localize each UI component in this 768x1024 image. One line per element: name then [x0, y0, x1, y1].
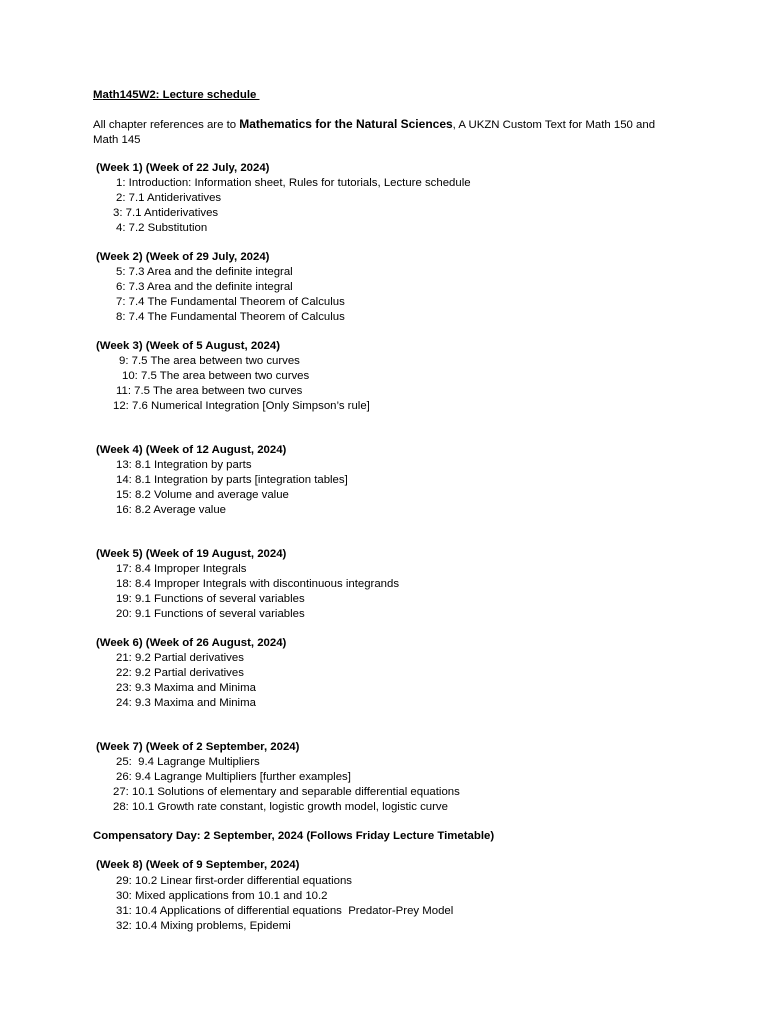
lecture-24: 24: 9.3 Maxima and Minima: [116, 697, 256, 709]
week-5-heading: (Week 5) (Week of 19 August, 2024): [96, 548, 287, 560]
intro-prefix: All chapter references are to: [93, 119, 240, 131]
lecture-5: 5: 7.3 Area and the definite integral: [116, 266, 293, 278]
page-title: Math145W2: Lecture schedule: [93, 89, 260, 101]
lecture-2: 2: 7.1 Antiderivatives: [116, 192, 222, 204]
week-6-heading: (Week 6) (Week of 26 August, 2024): [96, 637, 287, 649]
lecture-3: 3: 7.1 Antiderivatives: [113, 207, 219, 219]
week-3-heading: (Week 3) (Week of 5 August, 2024): [96, 340, 280, 352]
lecture-13: 13: 8.1 Integration by parts: [116, 459, 252, 471]
intro-paragraph: [93, 117, 673, 148]
intro-suffix: , A UKZN Custom Text for Math 150 and Math 145: [93, 119, 656, 146]
intro-book-title: Mathematics for the Natural Sciences: [239, 117, 453, 131]
week-1-heading: (Week 1) (Week of 22 July, 2024): [96, 162, 270, 174]
lecture-7: 7: 7.4 The Fundamental Theorem of Calculus: [116, 296, 345, 308]
lecture-31: 31: 10.4 Applications of differential equations Predator-Prey Model: [116, 905, 454, 917]
lecture-10: 10: 7.5 The area between two curves: [122, 370, 310, 382]
week-7-heading: (Week 7) (Week of 2 September, 2024): [96, 741, 300, 753]
lecture-12: 12: 7.6 Numerical Integration [Only Simpson’s rule]: [113, 400, 370, 412]
lecture-26: 26: 9.4 Lagrange Multipliers [further examples]: [116, 771, 351, 783]
lecture-17: 17: 8.4 Improper Integrals: [116, 563, 247, 575]
lecture-1: 1: Introduction: Information sheet, Rules for tutorials, Lecture schedule: [116, 177, 471, 189]
week-4-heading: (Week 4) (Week of 12 August, 2024): [96, 444, 287, 456]
lecture-27: 27: 10.1 Solutions of elementary and separable differential equations: [113, 786, 460, 798]
lecture-9: 9: 7.5 The area between two curves: [119, 355, 300, 367]
week-8-heading: (Week 8) (Week of 9 September, 2024): [96, 859, 300, 871]
lecture-16: 16: 8.2 Average value: [116, 504, 226, 516]
week-2-heading: (Week 2) (Week of 29 July, 2024): [96, 251, 270, 263]
lecture-30: 30: Mixed applications from 10.1 and 10.2: [116, 890, 328, 902]
lecture-4: 4: 7.2 Substitution: [116, 222, 208, 234]
lecture-19: 19: 9.1 Functions of several variables: [116, 593, 305, 605]
lecture-14: 14: 8.1 Integration by parts [integration tables]: [116, 474, 348, 486]
lecture-22: 22: 9.2 Partial derivatives: [116, 667, 244, 679]
compensatory-day-note: Compensatory Day: 2 September, 2024 (Follows Friday Lecture Timetable): [93, 830, 495, 842]
lecture-8: 8: 7.4 The Fundamental Theorem of Calculus: [116, 311, 345, 323]
lecture-25: 25: 9.4 Lagrange Multipliers: [116, 756, 260, 768]
lecture-11: 11: 7.5 The area between two curves: [116, 385, 303, 397]
lecture-23: 23: 9.3 Maxima and Minima: [116, 682, 256, 694]
lecture-28: 28: 10.1 Growth rate constant, logistic growth model, logistic curve: [113, 801, 448, 813]
lecture-29: 29: 10.2 Linear first-order differential equations: [116, 875, 352, 887]
lecture-18: 18: 8.4 Improper Integrals with discontinuous integrands: [116, 578, 400, 590]
lecture-15: 15: 8.2 Volume and average value: [116, 489, 289, 501]
lecture-21: 21: 9.2 Partial derivatives: [116, 652, 244, 664]
lecture-20: 20: 9.1 Functions of several variables: [116, 608, 305, 620]
lecture-6: 6: 7.3 Area and the definite integral: [116, 281, 293, 293]
lecture-32: 32: 10.4 Mixing problems, Epidemi: [116, 920, 291, 932]
